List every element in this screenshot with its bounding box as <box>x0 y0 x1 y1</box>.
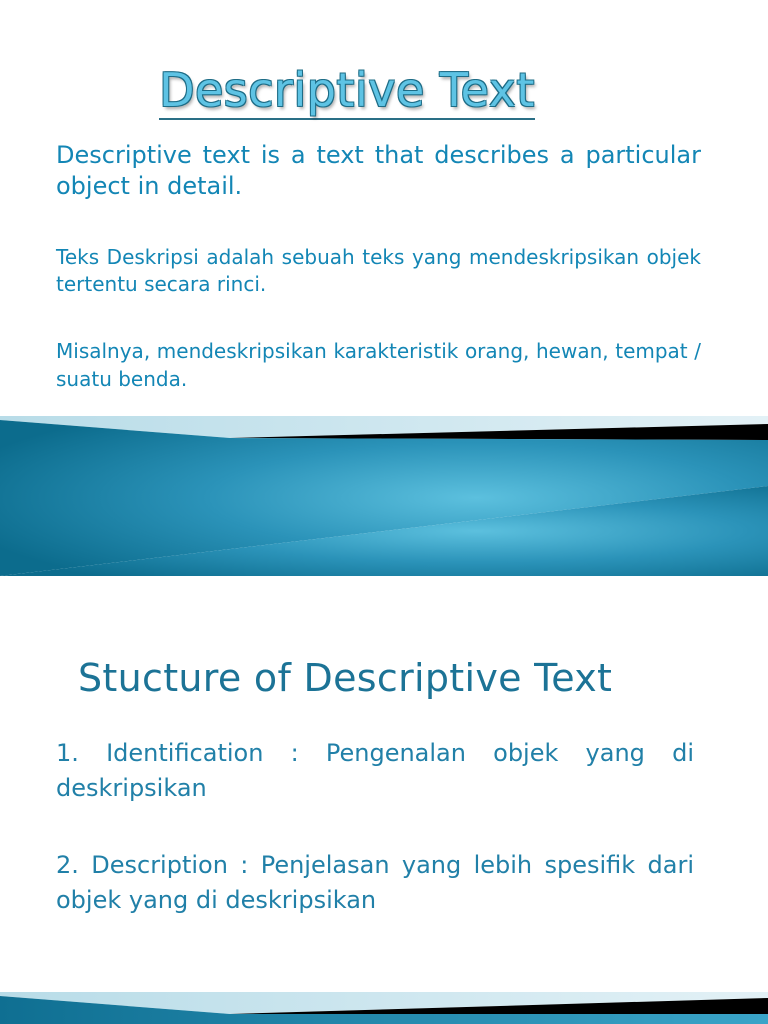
slide-1-title: Descriptive Text <box>0 62 768 118</box>
paragraph-example: Misalnya, mendeskripsikan karakteristik orang, hewan, tempat / suatu benda. <box>56 339 701 391</box>
structure-item-identification: 1. Identification : Pengenalan objek yang di deskripsikan <box>56 739 694 802</box>
decorative-wave-band <box>0 416 768 576</box>
slide-2-title: Stucture of Descriptive Text <box>78 656 613 700</box>
paragraph-definition-english: Descriptive text is a text that describes a particular object in detail. <box>56 141 701 200</box>
structure-item-description: 2. Description : Penjelasan yang lebih spesifik dari objek yang di deskripsikan <box>56 851 694 914</box>
decorative-wave-band-bottom <box>0 992 768 1024</box>
slide-2 <box>0 576 768 1024</box>
paragraph-definition-indonesian: Teks Deskripsi adalah sebuah teks yang mendeskripsikan objek tertentu secara rinci. <box>56 245 701 296</box>
